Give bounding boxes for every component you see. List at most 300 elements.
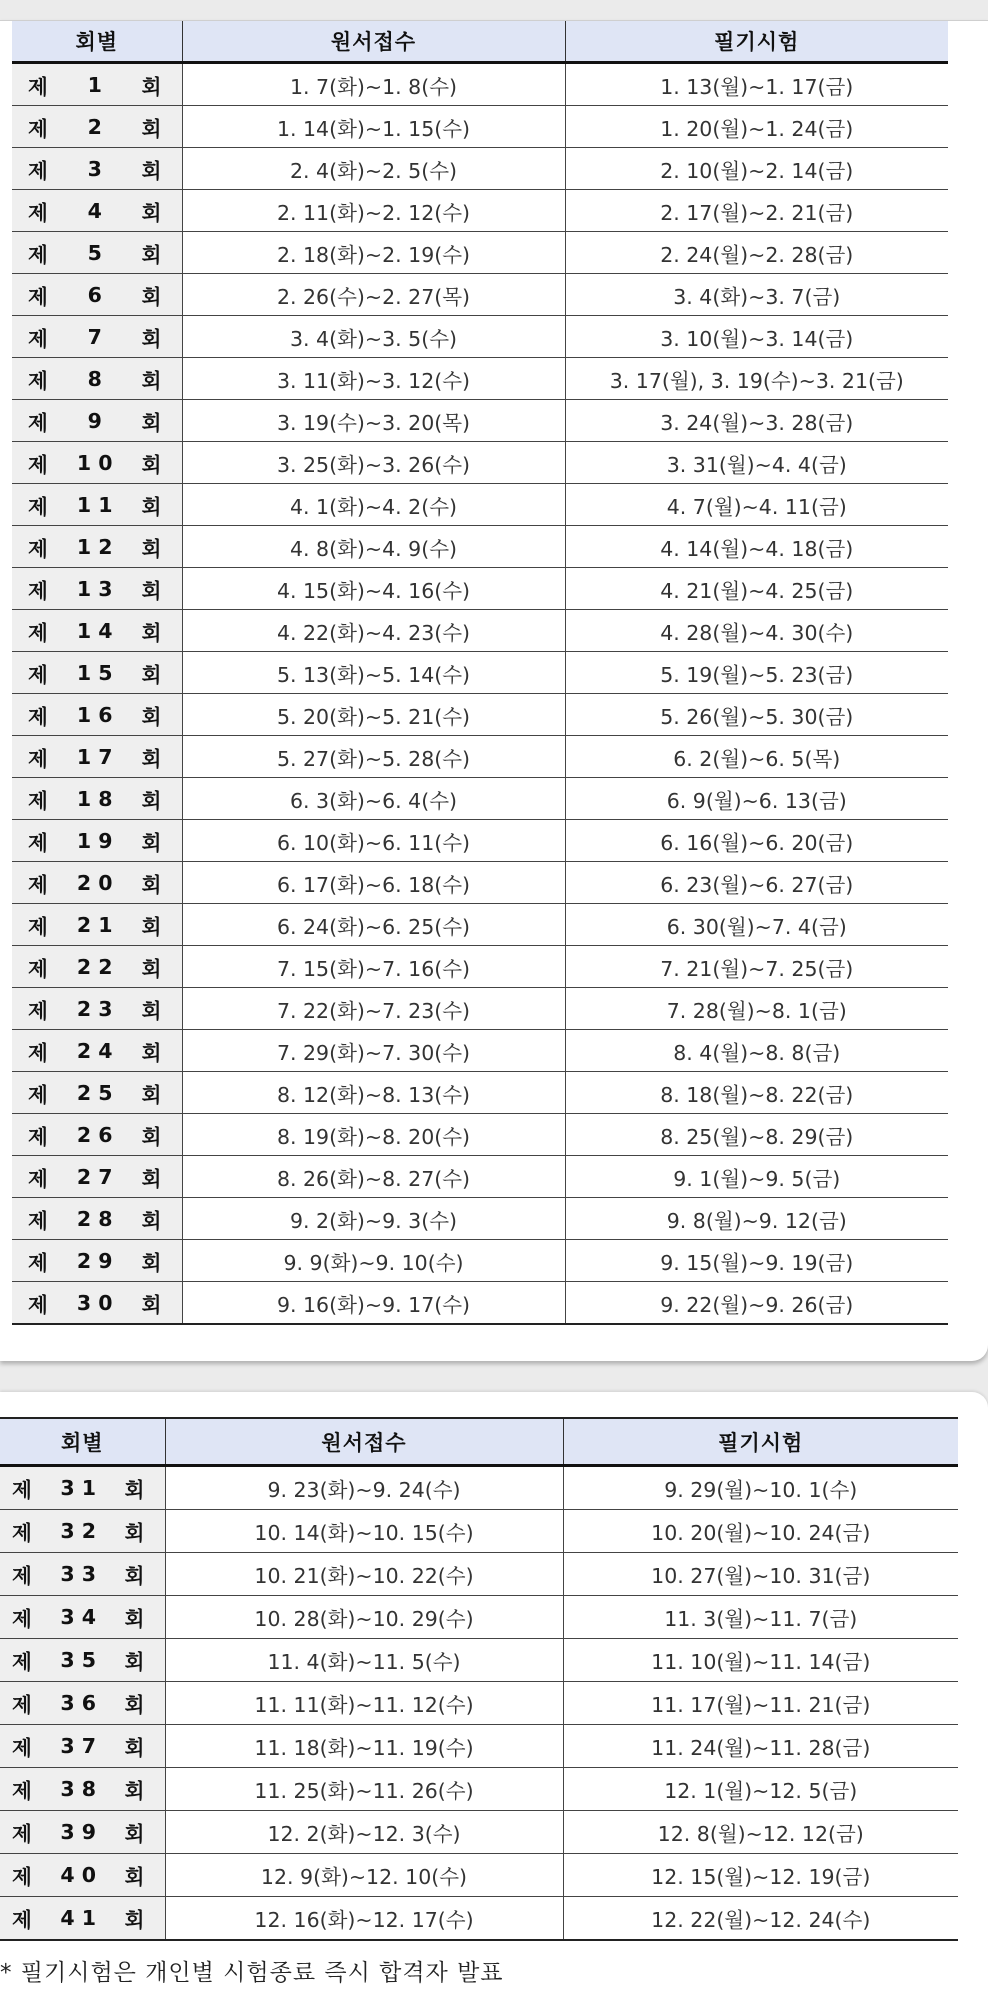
round-suffix: 회 xyxy=(141,704,162,729)
registration-cell: 6. 24(화)~6. 25(수) xyxy=(182,904,565,946)
round-suffix: 회 xyxy=(141,872,162,897)
round-number: 1 0 xyxy=(76,450,113,475)
round-number: 1 1 xyxy=(76,492,113,517)
registration-cell: 7. 22(화)~7. 23(수) xyxy=(182,988,565,1030)
round-number: 2 4 xyxy=(76,1038,113,1063)
round-number: 2 8 xyxy=(76,1206,113,1231)
table-row xyxy=(12,1072,948,1114)
exam-cell: 4. 14(월)~4. 18(금) xyxy=(565,526,948,568)
round-number: 3 8 xyxy=(60,1777,97,1801)
round-cell xyxy=(12,1030,182,1072)
exam-cell: 12. 22(월)~12. 24(수) xyxy=(563,1897,958,1941)
round-suffix: 회 xyxy=(141,956,162,981)
registration-cell: 11. 25(화)~11. 26(수) xyxy=(165,1768,563,1811)
round-suffix: 회 xyxy=(141,410,162,435)
round-prefix: 제 xyxy=(28,788,48,813)
table-row xyxy=(0,1510,958,1553)
table-row xyxy=(12,63,948,106)
round-prefix: 제 xyxy=(28,1124,48,1149)
round-number: 2 9 xyxy=(76,1248,113,1273)
table-row xyxy=(0,1768,958,1811)
header-written-exam: 필기시험 xyxy=(565,21,948,63)
registration-cell: 12. 16(화)~12. 17(수) xyxy=(165,1897,563,1941)
round-cell xyxy=(12,106,182,148)
round-prefix: 제 xyxy=(12,1521,32,1545)
exam-cell: 10. 27(월)~10. 31(금) xyxy=(563,1553,958,1596)
round-suffix: 회 xyxy=(141,452,162,477)
exam-cell: 9. 22(월)~9. 26(금) xyxy=(565,1282,948,1325)
round-cell xyxy=(0,1510,165,1553)
round-number: 7 xyxy=(87,324,102,349)
exam-cell: 2. 10(월)~2. 14(금) xyxy=(565,148,948,190)
round-prefix: 제 xyxy=(28,704,48,729)
round-cell xyxy=(12,442,182,484)
table-row xyxy=(12,106,948,148)
registration-cell: 2. 18(화)~2. 19(수) xyxy=(182,232,565,274)
round-prefix: 제 xyxy=(28,956,48,981)
round-suffix: 회 xyxy=(141,284,162,309)
round-suffix: 회 xyxy=(141,1082,162,1107)
round-prefix: 제 xyxy=(12,1650,32,1674)
exam-cell: 5. 26(월)~5. 30(금) xyxy=(565,694,948,736)
round-number: 5 xyxy=(87,240,102,265)
registration-cell: 8. 26(화)~8. 27(수) xyxy=(182,1156,565,1198)
round-number: 2 6 xyxy=(76,1122,113,1147)
table-row xyxy=(12,190,948,232)
round-number: 2 2 xyxy=(76,954,113,979)
round-number: 2 7 xyxy=(76,1164,113,1189)
table-row xyxy=(12,1156,948,1198)
round-number: 1 4 xyxy=(76,618,113,643)
table-row xyxy=(0,1553,958,1596)
table-row xyxy=(12,148,948,190)
registration-cell: 5. 20(화)~5. 21(수) xyxy=(182,694,565,736)
round-cell xyxy=(12,63,182,106)
table-row xyxy=(0,1596,958,1639)
registration-cell: 9. 2(화)~9. 3(수) xyxy=(182,1198,565,1240)
round-suffix: 회 xyxy=(141,242,162,267)
round-prefix: 제 xyxy=(28,158,48,183)
round-prefix: 제 xyxy=(12,1564,32,1588)
exam-cell: 6. 2(월)~6. 5(목) xyxy=(565,736,948,778)
round-prefix: 제 xyxy=(12,1693,32,1717)
round-suffix: 회 xyxy=(124,1865,145,1889)
round-cell xyxy=(12,1072,182,1114)
round-suffix: 회 xyxy=(141,116,162,141)
registration-cell: 8. 19(화)~8. 20(수) xyxy=(182,1114,565,1156)
round-number: 4 xyxy=(87,198,102,223)
round-number: 3 0 xyxy=(76,1290,113,1315)
registration-cell: 4. 1(화)~4. 2(수) xyxy=(182,484,565,526)
round-suffix: 회 xyxy=(141,830,162,855)
round-number: 2 xyxy=(87,114,102,139)
registration-cell: 4. 15(화)~4. 16(수) xyxy=(182,568,565,610)
table-row xyxy=(0,1466,958,1510)
exam-cell: 6. 16(월)~6. 20(금) xyxy=(565,820,948,862)
round-suffix: 회 xyxy=(141,326,162,351)
registration-cell: 7. 15(화)~7. 16(수) xyxy=(182,946,565,988)
round-prefix: 제 xyxy=(28,242,48,267)
round-number: 2 3 xyxy=(76,996,113,1021)
round-prefix: 제 xyxy=(28,620,48,645)
round-prefix: 제 xyxy=(28,578,48,603)
exam-cell: 11. 10(월)~11. 14(금) xyxy=(563,1639,958,1682)
table-row xyxy=(12,1240,948,1282)
exam-cell: 6. 23(월)~6. 27(금) xyxy=(565,862,948,904)
table-row xyxy=(12,274,948,316)
round-suffix: 회 xyxy=(124,1822,145,1846)
registration-cell: 7. 29(화)~7. 30(수) xyxy=(182,1030,565,1072)
registration-cell: 2. 4(화)~2. 5(수) xyxy=(182,148,565,190)
exam-cell: 11. 17(월)~11. 21(금) xyxy=(563,1682,958,1725)
registration-cell: 6. 17(화)~6. 18(수) xyxy=(182,862,565,904)
round-prefix: 제 xyxy=(12,1779,32,1803)
round-prefix: 제 xyxy=(28,1082,48,1107)
registration-cell: 10. 28(화)~10. 29(수) xyxy=(165,1596,563,1639)
round-prefix: 제 xyxy=(28,284,48,309)
round-cell xyxy=(12,232,182,274)
round-number: 4 1 xyxy=(60,1906,97,1930)
table-row xyxy=(12,1114,948,1156)
exam-cell: 3. 4(화)~3. 7(금) xyxy=(565,274,948,316)
table-row xyxy=(12,820,948,862)
round-cell xyxy=(0,1553,165,1596)
table-row xyxy=(0,1639,958,1682)
round-prefix: 제 xyxy=(28,116,48,141)
exam-cell: 5. 19(월)~5. 23(금) xyxy=(565,652,948,694)
exam-cell: 7. 28(월)~8. 1(금) xyxy=(565,988,948,1030)
round-suffix: 회 xyxy=(141,158,162,183)
table-row xyxy=(12,400,948,442)
exam-cell: 12. 15(월)~12. 19(금) xyxy=(563,1854,958,1897)
table-row xyxy=(0,1811,958,1854)
exam-cell: 2. 17(월)~2. 21(금) xyxy=(565,190,948,232)
exam-cell: 1. 20(월)~1. 24(금) xyxy=(565,106,948,148)
round-cell xyxy=(12,1114,182,1156)
round-prefix: 제 xyxy=(28,830,48,855)
table-row xyxy=(0,1897,958,1941)
round-prefix: 제 xyxy=(28,998,48,1023)
round-number: 2 0 xyxy=(76,870,113,895)
round-number: 1 7 xyxy=(76,744,113,769)
round-cell xyxy=(12,862,182,904)
round-suffix: 회 xyxy=(141,368,162,393)
round-prefix: 제 xyxy=(28,1040,48,1065)
round-number: 6 xyxy=(87,282,102,307)
table-row xyxy=(12,988,948,1030)
table-row xyxy=(12,1030,948,1072)
table-header-row xyxy=(12,21,948,63)
round-number: 3 2 xyxy=(60,1519,97,1543)
round-prefix: 제 xyxy=(12,1822,32,1846)
round-number: 1 8 xyxy=(76,786,113,811)
exam-cell: 3. 31(월)~4. 4(금) xyxy=(565,442,948,484)
exam-cell: 8. 18(월)~8. 22(금) xyxy=(565,1072,948,1114)
round-prefix: 제 xyxy=(12,1478,32,1502)
exam-cell: 8. 25(월)~8. 29(금) xyxy=(565,1114,948,1156)
round-prefix: 제 xyxy=(28,452,48,477)
exam-cell: 7. 21(월)~7. 25(금) xyxy=(565,946,948,988)
round-suffix: 회 xyxy=(141,788,162,813)
round-cell xyxy=(12,400,182,442)
round-number: 4 0 xyxy=(60,1863,97,1887)
round-cell xyxy=(0,1466,165,1510)
round-cell xyxy=(12,1156,182,1198)
registration-cell: 1. 14(화)~1. 15(수) xyxy=(182,106,565,148)
table-row xyxy=(12,1282,948,1325)
exam-cell: 9. 1(월)~9. 5(금) xyxy=(565,1156,948,1198)
round-number: 1 5 xyxy=(76,660,113,685)
header-round: 회별 xyxy=(0,1418,165,1466)
exam-cell: 9. 8(월)~9. 12(금) xyxy=(565,1198,948,1240)
round-cell xyxy=(12,694,182,736)
exam-cell: 2. 24(월)~2. 28(금) xyxy=(565,232,948,274)
registration-cell: 5. 13(화)~5. 14(수) xyxy=(182,652,565,694)
round-number: 3 1 xyxy=(60,1476,97,1500)
round-cell xyxy=(0,1596,165,1639)
table-row xyxy=(12,694,948,736)
table-row xyxy=(12,946,948,988)
round-number: 2 5 xyxy=(76,1080,113,1105)
registration-cell: 11. 11(화)~11. 12(수) xyxy=(165,1682,563,1725)
round-cell xyxy=(12,904,182,946)
round-number: 3 xyxy=(87,156,102,181)
round-prefix: 제 xyxy=(28,326,48,351)
registration-cell: 11. 4(화)~11. 5(수) xyxy=(165,1639,563,1682)
registration-cell: 9. 16(화)~9. 17(수) xyxy=(182,1282,565,1325)
registration-cell: 5. 27(화)~5. 28(수) xyxy=(182,736,565,778)
registration-cell: 8. 12(화)~8. 13(수) xyxy=(182,1072,565,1114)
round-cell xyxy=(12,778,182,820)
header-round: 회별 xyxy=(12,21,182,63)
round-suffix: 회 xyxy=(141,998,162,1023)
round-prefix: 제 xyxy=(28,1208,48,1233)
round-suffix: 회 xyxy=(141,578,162,603)
schedule-card-2 xyxy=(0,1392,988,1993)
round-cell xyxy=(0,1811,165,1854)
header-registration: 원서접수 xyxy=(182,21,565,63)
round-suffix: 회 xyxy=(141,662,162,687)
round-suffix: 회 xyxy=(141,914,162,939)
round-prefix: 제 xyxy=(28,410,48,435)
exam-cell: 11. 3(월)~11. 7(금) xyxy=(563,1596,958,1639)
round-suffix: 회 xyxy=(124,1779,145,1803)
registration-cell: 2. 26(수)~2. 27(목) xyxy=(182,274,565,316)
table-row xyxy=(12,442,948,484)
round-cell xyxy=(12,988,182,1030)
round-cell xyxy=(12,820,182,862)
table-row xyxy=(12,568,948,610)
exam-cell: 10. 20(월)~10. 24(금) xyxy=(563,1510,958,1553)
registration-cell: 4. 22(화)~4. 23(수) xyxy=(182,610,565,652)
registration-cell: 6. 3(화)~6. 4(수) xyxy=(182,778,565,820)
round-number: 1 xyxy=(87,72,102,97)
registration-cell: 1. 7(화)~1. 8(수) xyxy=(182,63,565,106)
registration-cell: 12. 2(화)~12. 3(수) xyxy=(165,1811,563,1854)
round-number: 3 3 xyxy=(60,1562,97,1586)
round-suffix: 회 xyxy=(141,536,162,561)
table-row xyxy=(12,232,948,274)
round-number: 3 5 xyxy=(60,1648,97,1672)
registration-cell: 10. 21(화)~10. 22(수) xyxy=(165,1553,563,1596)
round-suffix: 회 xyxy=(124,1478,145,1502)
round-cell xyxy=(12,190,182,232)
round-prefix: 제 xyxy=(28,200,48,225)
round-suffix: 회 xyxy=(141,1208,162,1233)
round-cell xyxy=(12,568,182,610)
registration-cell: 3. 4(화)~3. 5(수) xyxy=(182,316,565,358)
round-cell xyxy=(12,1198,182,1240)
round-cell xyxy=(0,1639,165,1682)
round-suffix: 회 xyxy=(141,1124,162,1149)
round-prefix: 제 xyxy=(28,74,48,99)
round-cell xyxy=(12,316,182,358)
round-cell xyxy=(0,1725,165,1768)
round-cell xyxy=(12,1282,182,1325)
round-suffix: 회 xyxy=(141,746,162,771)
table-row xyxy=(0,1725,958,1768)
round-number: 1 6 xyxy=(76,702,113,727)
exam-cell: 3. 17(월), 3. 19(수)~3. 21(금) xyxy=(565,358,948,400)
table-row xyxy=(12,526,948,568)
round-cell xyxy=(0,1854,165,1897)
table-row xyxy=(12,736,948,778)
exam-cell: 1. 13(월)~1. 17(금) xyxy=(565,63,948,106)
round-suffix: 회 xyxy=(141,494,162,519)
exam-cell: 4. 21(월)~4. 25(금) xyxy=(565,568,948,610)
registration-cell: 12. 9(화)~12. 10(수) xyxy=(165,1854,563,1897)
round-cell xyxy=(12,148,182,190)
round-prefix: 제 xyxy=(28,536,48,561)
schedule-card-1 xyxy=(0,20,988,1361)
exam-cell: 12. 1(월)~12. 5(금) xyxy=(563,1768,958,1811)
registration-cell: 9. 9(화)~9. 10(수) xyxy=(182,1240,565,1282)
schedule-table-2 xyxy=(0,1417,958,1941)
round-prefix: 제 xyxy=(28,914,48,939)
round-prefix: 제 xyxy=(28,872,48,897)
round-suffix: 회 xyxy=(141,1250,162,1275)
registration-cell: 2. 11(화)~2. 12(수) xyxy=(182,190,565,232)
round-prefix: 제 xyxy=(28,746,48,771)
round-number: 8 xyxy=(87,366,102,391)
round-cell xyxy=(12,484,182,526)
header-written-exam: 필기시험 xyxy=(563,1418,958,1466)
table-header-row xyxy=(0,1418,958,1466)
registration-cell: 11. 18(화)~11. 19(수) xyxy=(165,1725,563,1768)
round-number: 1 3 xyxy=(76,576,113,601)
round-prefix: 제 xyxy=(12,1607,32,1631)
round-number: 9 xyxy=(87,408,102,433)
registration-cell: 3. 11(화)~3. 12(수) xyxy=(182,358,565,400)
round-suffix: 회 xyxy=(124,1521,145,1545)
round-number: 3 9 xyxy=(60,1820,97,1844)
table-row xyxy=(0,1854,958,1897)
round-prefix: 제 xyxy=(28,494,48,519)
table-row xyxy=(12,484,948,526)
round-prefix: 제 xyxy=(12,1736,32,1760)
round-suffix: 회 xyxy=(141,200,162,225)
exam-cell: 4. 28(월)~4. 30(수) xyxy=(565,610,948,652)
header-registration: 원서접수 xyxy=(165,1418,563,1466)
round-prefix: 제 xyxy=(28,1292,48,1317)
round-suffix: 회 xyxy=(141,1040,162,1065)
exam-cell: 9. 15(월)~9. 19(금) xyxy=(565,1240,948,1282)
round-prefix: 제 xyxy=(28,662,48,687)
table-row xyxy=(12,1198,948,1240)
round-number: 1 9 xyxy=(76,828,113,853)
round-suffix: 회 xyxy=(124,1736,145,1760)
exam-cell: 6. 9(월)~6. 13(금) xyxy=(565,778,948,820)
round-cell xyxy=(12,610,182,652)
exam-cell: 11. 24(월)~11. 28(금) xyxy=(563,1725,958,1768)
round-suffix: 회 xyxy=(124,1564,145,1588)
table-row xyxy=(0,1682,958,1725)
schedule-table-1 xyxy=(12,21,948,1325)
round-number: 3 4 xyxy=(60,1605,97,1629)
registration-cell: 6. 10(화)~6. 11(수) xyxy=(182,820,565,862)
round-cell xyxy=(12,1240,182,1282)
table-row xyxy=(12,778,948,820)
exam-cell: 3. 24(월)~3. 28(금) xyxy=(565,400,948,442)
exam-cell: 3. 10(월)~3. 14(금) xyxy=(565,316,948,358)
round-suffix: 회 xyxy=(141,1166,162,1191)
round-cell xyxy=(0,1682,165,1725)
round-cell xyxy=(12,358,182,400)
round-cell xyxy=(12,526,182,568)
round-cell xyxy=(0,1897,165,1941)
round-number: 3 6 xyxy=(60,1691,97,1715)
round-suffix: 회 xyxy=(124,1650,145,1674)
round-suffix: 회 xyxy=(141,620,162,645)
registration-cell: 9. 23(화)~9. 24(수) xyxy=(165,1466,563,1510)
round-cell xyxy=(12,274,182,316)
table-row xyxy=(12,904,948,946)
round-number: 2 1 xyxy=(76,912,113,937)
round-suffix: 회 xyxy=(124,1908,145,1932)
exam-cell: 6. 30(월)~7. 4(금) xyxy=(565,904,948,946)
round-cell xyxy=(12,652,182,694)
exam-cell: 9. 29(월)~10. 1(수) xyxy=(563,1466,958,1510)
table-row xyxy=(12,862,948,904)
exam-cell: 12. 8(월)~12. 12(금) xyxy=(563,1811,958,1854)
exam-cell: 8. 4(월)~8. 8(금) xyxy=(565,1030,948,1072)
registration-cell: 4. 8(화)~4. 9(수) xyxy=(182,526,565,568)
round-prefix: 제 xyxy=(12,1865,32,1889)
registration-cell: 3. 19(수)~3. 20(목) xyxy=(182,400,565,442)
round-suffix: 회 xyxy=(141,74,162,99)
exam-cell: 4. 7(월)~4. 11(금) xyxy=(565,484,948,526)
table-row xyxy=(12,652,948,694)
table-row xyxy=(12,358,948,400)
registration-cell: 10. 14(화)~10. 15(수) xyxy=(165,1510,563,1553)
round-number: 3 7 xyxy=(60,1734,97,1758)
footnote: * 필기시험은 개인별 시험종료 즉시 합격자 발표 xyxy=(0,1960,504,1986)
table-row xyxy=(12,610,948,652)
round-prefix: 제 xyxy=(28,1250,48,1275)
round-prefix: 제 xyxy=(28,1166,48,1191)
round-suffix: 회 xyxy=(124,1607,145,1631)
round-prefix: 제 xyxy=(28,368,48,393)
round-number: 1 2 xyxy=(76,534,113,559)
round-prefix: 제 xyxy=(12,1908,32,1932)
table-row xyxy=(12,316,948,358)
round-cell xyxy=(12,946,182,988)
round-cell xyxy=(0,1768,165,1811)
round-cell xyxy=(12,736,182,778)
round-suffix: 회 xyxy=(124,1693,145,1717)
registration-cell: 3. 25(화)~3. 26(수) xyxy=(182,442,565,484)
round-suffix: 회 xyxy=(141,1292,162,1317)
